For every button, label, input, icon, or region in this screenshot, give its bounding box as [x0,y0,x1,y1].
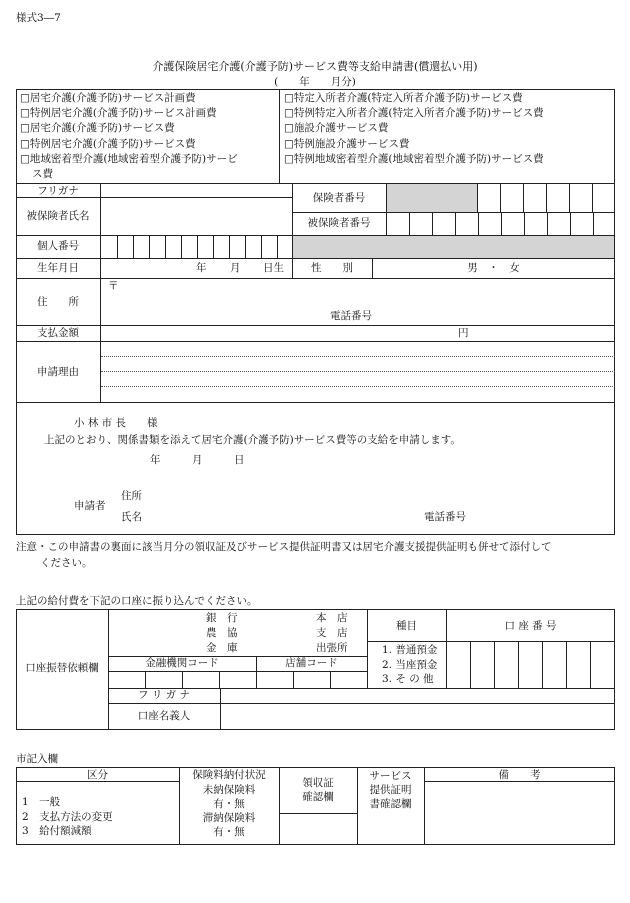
service-option[interactable]: □特例居宅介護(介護予防)サービス計画費 [20,107,217,120]
bank-type: 農 協 [206,627,238,639]
declaration-statement: 上記のとおり、関係書類を添えて居宅介護(介護予防)サービス費等の支給を申請します。 [44,434,461,446]
birth-year-unit: 年 [196,262,207,274]
address-input[interactable] [101,279,614,324]
premium-status [179,783,279,839]
account-type-option[interactable]: 2. 当座預金 [382,658,438,671]
branch-type: 出張所 [316,642,348,654]
service-option[interactable]: □特例特定入所者介護(特定入所者介護予防)サービス費 [284,107,544,120]
category-item: 2 支払方法の変更 [22,810,113,823]
service-option[interactable]: □居宅介護(介護予防)サービス計画費 [20,92,196,104]
bank-name-input[interactable] [109,610,367,656]
receipt-check-header: 領収証 確認欄 [302,777,334,803]
bank-code-label: 金融機関コード [145,657,219,669]
insured-number-input[interactable] [387,213,614,234]
service-option[interactable]: □特例居宅介護(介護予防)サービス費 [20,137,196,150]
address-label: 住 所 [37,296,79,308]
payment-status-header: 保険料納付状況 [192,769,266,781]
category-item: 3 給付額減額 [22,825,92,837]
furigana-label: フリガナ [37,185,79,197]
note-line-1: 注意・この申請書の裏面に該当月分の領収証及びサービス提供証明書又は居宅介護支援提供証明も併せて添付して [16,541,552,553]
remarks-header: 備 考 [498,769,541,781]
holder-furigana-input[interactable] [221,689,614,702]
holder-name-input[interactable] [221,704,614,729]
branch-type: 支 店 [316,627,348,639]
account-type-options [382,643,437,687]
service-option[interactable]: □施設介護サービス費 [284,122,389,135]
insured-number-label: 被保険者番号 [307,217,371,229]
personal-number-input[interactable] [101,236,292,257]
unpaid-premium-label: 未納保険料 [202,784,256,796]
payment-amount-input[interactable] [101,326,614,340]
bank-type: 金 庫 [206,642,238,654]
holder-furigana-label: フ リ ガ ナ [137,689,190,701]
birth-date-label: 生年月日 [37,262,79,274]
insurer-number-shaded [387,184,477,212]
code-input[interactable] [109,672,366,687]
service-option[interactable]: □特例施設介護サービス費 [284,137,410,150]
personal-number-shaded [293,236,614,258]
service-cert-header: サービス 提供証明 書確認欄 [369,770,412,810]
yen-unit: 円 [458,327,469,339]
period: ( 年 月分) [274,76,356,88]
service-list-left [20,91,238,182]
account-type-option[interactable]: 3. そ の 他 [382,673,434,685]
delinquent-premium-label: 滞納保険料 [202,812,256,824]
account-type-option[interactable]: 1. 普通預金 [382,644,438,656]
insurer-number-label: 保険者番号 [312,192,366,204]
applicant-name-label: 氏名 [121,511,142,523]
declaration-date: 年 月 日 [150,454,245,466]
applicant-input[interactable] [150,486,610,526]
service-option[interactable]: □特例地域密着型介護(地域密着型介護予防)サービス費 [284,152,544,165]
transfer-intro: 上記の給付費を下記の口座に振り込んでください。 [16,595,258,607]
insured-name-label: 被保険者氏名 [26,210,90,222]
category-item: 1 一般 [22,796,61,808]
insured-name-input[interactable] [101,198,291,234]
birth-day-unit: 日生 [263,262,284,274]
service-list-right [284,91,544,167]
account-section-label: 口座振替依頼欄 [25,662,99,674]
service-option[interactable]: □居宅介護(介護予防)サービス費 [20,122,175,135]
applicant-phone-label: 電話番号 [424,511,466,523]
service-cert-input[interactable] [358,814,423,844]
branch-type: 本 店 [316,612,348,624]
applicant-address-label: 住所 [121,490,142,502]
unpaid-premium-option[interactable]: 有・無 [213,798,245,810]
note-line-2: ください。 [40,557,93,569]
delinquent-premium-option[interactable]: 有・無 [213,826,245,838]
city-section-title: 市記入欄 [16,753,58,765]
holder-name-label: 口座名義人 [137,710,191,722]
service-option-continued: ス費 [32,168,53,181]
service-option[interactable]: □地域密着型介護(地域密着型介護予防)サービ [20,152,238,165]
applicant-label: 申請者 [74,500,106,512]
personal-number-label: 個人番号 [37,240,79,252]
receipt-check-input[interactable] [280,814,356,844]
branch-code-label: 店舗コード [285,657,338,669]
sex-label: 性 別 [311,262,353,274]
birth-month-unit: 月 [230,262,241,274]
account-type-header: 種目 [396,620,417,632]
account-number-header: 口 座 番 号 [504,620,557,632]
sex-options[interactable]: 男 ・ 女 [467,262,520,274]
phone-label: 電話番号 [330,310,372,322]
form-title: 介護保険居宅介護(介護予防)サービス費等支給申請書(償還払い用) [152,60,478,73]
account-number-input[interactable] [447,642,614,687]
furigana-input[interactable] [101,184,291,197]
postal-mark: 〒 [108,280,119,292]
reason-label: 申請理由 [37,366,79,378]
service-option[interactable]: □特定入所者介護(特定入所者介護予防)サービス費 [284,92,523,104]
payment-amount-label: 支払金額 [37,327,79,339]
reason-input[interactable] [101,342,614,401]
category-header: 区分 [87,769,108,781]
addressee: 小 林 市 長 様 [74,417,158,429]
form-number: 様式3―7 [16,12,61,24]
bank-type: 銀 行 [206,612,238,624]
category-list [22,795,113,839]
birth-date-input[interactable] [101,259,291,277]
remarks-input[interactable] [425,782,614,844]
